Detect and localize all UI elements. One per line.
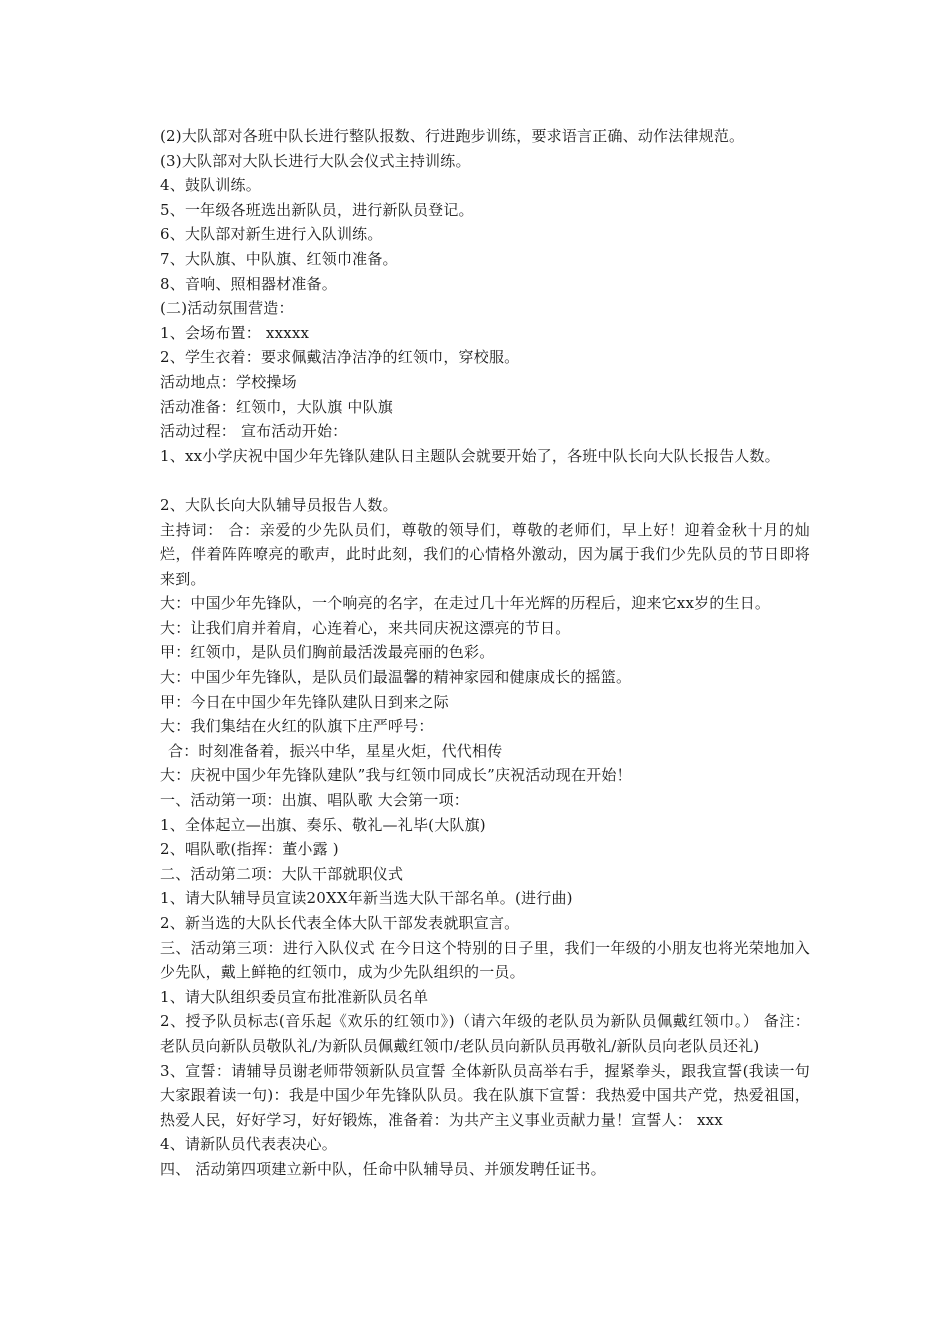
paragraph: 1、xx小学庆祝中国少年先锋队建队日主题队会就要开始了，各班中队长向大队长报告人数。 <box>160 446 780 465</box>
paragraph: 四、 活动第四项建立新中队，任命中队辅导员、并颁发聘任证书。 <box>160 1159 606 1178</box>
paragraph: 大：中国少年先锋队，一个响亮的名字，在走过几十年光辉的历程后，迎来它xx岁的生日。 <box>160 594 771 613</box>
paragraph: 大：庆祝中国少年先锋队建队”我与红领巾同成长”庆祝活动现在开始！ <box>160 766 632 785</box>
paragraph: 活动准备：红领巾，大队旗 中队旗 <box>160 397 393 416</box>
paragraph: 二、活动第二项：大队干部就职仪式 <box>160 864 404 883</box>
paragraph: (3)大队部对大队长进行大队会仪式主持训练。 <box>160 151 471 170</box>
paragraph: 8、音响、照相器材准备。 <box>160 274 337 293</box>
paragraph: 一、活动第一项：出旗、唱队歌 大会第一项： <box>160 791 469 810</box>
paragraph: 1、会场布置： xxxxx <box>160 323 310 342</box>
paragraph: (2)大队部对各班中队长进行整队报数、行进跑步训练，要求语言正确、动作法律规范。 <box>160 127 745 145</box>
paragraph: 7、大队旗、中队旗、红领巾准备。 <box>160 249 398 268</box>
paragraph: 活动过程： 宣布活动开始： <box>160 422 348 441</box>
blank-line <box>160 468 810 493</box>
paragraph: 2、大队长向大队辅导员报告人数。 <box>160 495 398 514</box>
paragraph: 1、请大队组织委员宣布批准新队员名单 <box>160 987 429 1006</box>
document-body <box>160 124 810 1182</box>
paragraph: 三、活动第三项：进行入队仪式 在今日这个特别的日子里，我们一年级的小朋友也将光荣地加入少先队，戴上鲜艳的红领巾，成为少先队组织的一员。 <box>160 938 810 982</box>
paragraph: 3、宣誓：请辅导员谢老师带领新队员宣誓 全体新队员高举右手，握紧拳头，跟我宣誓(我读一句大家跟着读一句)：我是中国少年先锋队队员。我在队旗下宣誓：我热爱中国共产党，热爱祖国，热爱人民，好好学习，好好锻炼，准备着：为共产主义事业贡献力量！宣誓人： xxx <box>160 1061 810 1129</box>
paragraph: 1、请大队辅导员宣读20XX年新当选大队干部名单。(进行曲) <box>160 889 573 908</box>
paragraph: 4、请新队员代表表决心。 <box>160 1135 337 1154</box>
paragraph: 2、唱队歌(指挥：董小露 ) <box>160 840 339 859</box>
paragraph: 活动地点：学校操场 <box>160 372 297 391</box>
paragraph: 2、学生衣着：要求佩戴洁净洁净的红领巾，穿校服。 <box>160 348 520 367</box>
paragraph: 6、大队部对新生进行入队训练。 <box>160 225 383 244</box>
paragraph: 合：时刻准备着，振兴中华，星星火炬，代代相传 <box>168 741 503 760</box>
paragraph: 2、新当选的大队长代表全体大队干部发表就职宣言。 <box>160 914 520 932</box>
paragraph: 甲：今日在中国少年先锋队建队日到来之际 <box>160 692 449 711</box>
paragraph: (二)活动氛围营造： <box>160 299 294 318</box>
paragraph: 甲：红领巾，是队员们胸前最活泼最亮丽的色彩。 <box>160 643 495 662</box>
paragraph: 大：中国少年先锋队，是队员们最温馨的精神家园和健康成长的摇篮。 <box>160 668 632 687</box>
paragraph: 5、一年级各班选出新队员，进行新队员登记。 <box>160 200 474 219</box>
paragraph: 大：我们集结在火红的队旗下庄严呼号： <box>160 717 434 736</box>
paragraph: 4、鼓队训练。 <box>160 176 261 195</box>
paragraph: 大：让我们肩并着肩，心连着心，来共同庆祝这漂亮的节日。 <box>160 618 571 637</box>
paragraph: 主持词： 合：亲爱的少先队员们，尊敬的领导们，尊敬的老师们，早上好！迎着金秋十月的灿烂，伴着阵阵嘹亮的歌声，此时此刻，我们的心情格外激动，因为属于我们少先队员的节日即将来到。 <box>160 520 810 588</box>
paragraph: 2、授予队员标志(音乐起《欢乐的红领巾》)（请六年级的老队员为新队员佩戴红领巾。） 备注：老队员向新队员敬队礼/为新队员佩戴红领巾/老队员向新队员再敬礼/新队员向老队员还礼) <box>160 1012 810 1055</box>
paragraph: 1、全体起立—出旗、奏乐、敬礼—礼毕(大队旗) <box>160 815 486 834</box>
